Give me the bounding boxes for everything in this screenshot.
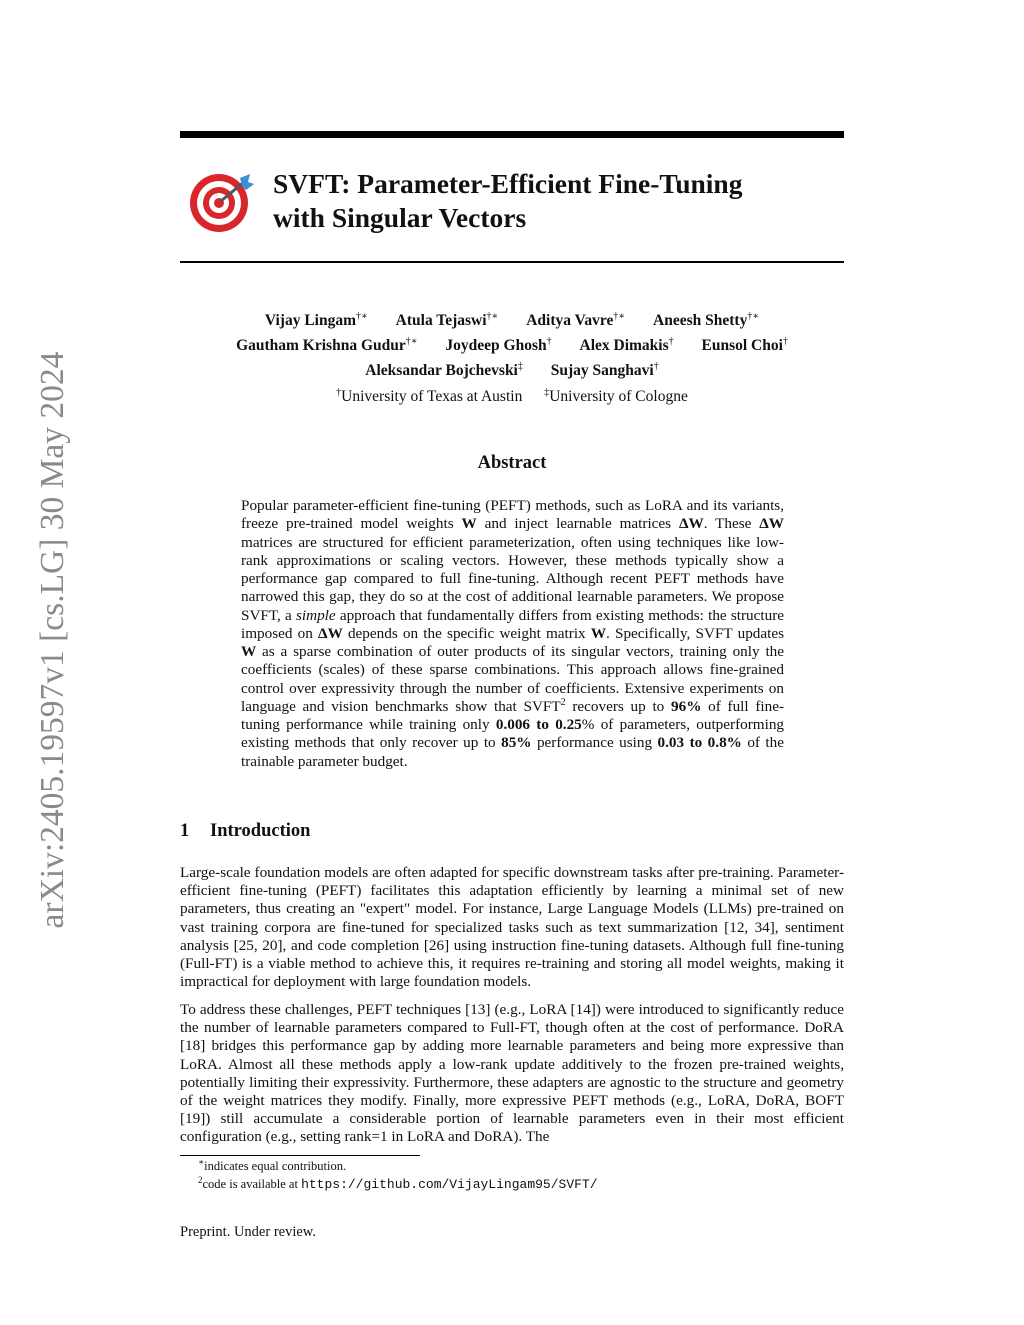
author: Joydeep Ghosh† [445,336,552,354]
title-line-2: with Singular Vectors [273,202,527,233]
title-line-1: SVFT: Parameter-Efficient Fine-Tuning [273,168,743,199]
arxiv-identifier: arXiv:2405.19597v1 [cs.LG] 30 May 2024 [34,351,71,929]
author: Vijay Lingam†∗ [264,311,368,329]
author: Sujay Sanghavi† [550,361,659,379]
affiliations [180,384,844,409]
author: Atula Tejaswi†∗ [395,311,499,329]
author: Gautham Krishna Gudur†∗ [236,336,418,354]
author-line-2 [180,333,844,358]
author: Aneesh Shetty†∗ [653,311,760,329]
footnote-1: ∗indicates equal contribution. [198,1157,347,1173]
affiliation: †University of Texas at Austin [336,387,523,405]
section-heading [180,821,310,842]
author: Aditya Vavre†∗ [526,311,626,329]
author-line-3 [180,358,844,383]
section-title: Introduction [210,821,311,841]
author-line-1 [180,308,844,333]
footnote-rule [180,1155,420,1156]
section-number: 1 [180,821,190,841]
abstract-heading: Abstract [477,453,547,473]
preprint-footer: Preprint. Under review. [180,1224,316,1240]
intro-paragraph-2: To address these challenges, PEFT techniques [13] (e.g., LoRA [14]) were introduced to significantly reduce the number of learnable parameters compared to Full-FT, though often at the cost of performance. DoRA [18] bridges this performance gap by adding more learnable parameters and being more expressive than LoRA. Almost all these methods apply a low-rank update additively to the frozen pre-trained weights, potentially limiting their expressivity. Furthermore, these adapters are agnostic to the structure and geometry of the weight matrices they modify. Finally, more expressive PEFT methods (e.g., LoRA, DoRA, BOFT [19]) still accumulate a considerable portion of learnable parameters even in their most efficient configuration (e.g., setting rank=1 in LoRA and DoRA). The [180,1001,844,1146]
intro-paragraph-1: Large-scale foundation models are often adapted for specific downstream tasks after pre-training. Parameter-efficient fine-tuning (PEFT) facilitates this adaptation efficiently by learning a minimal set of new parameters, thus creating an "expert" model. For instance, Large Language Models (LLMs) pre-trained on vast training corpora are fine-tuned for specialized tasks such as text summarization [12, 34], sentiment analysis [25, 20], and code completion [26] using instruction fine-tuning datasets. Although full fine-tuning (Full-FT) is a viable method to achieve this, it requires re-training and storing all model weights, making it impractical for deployment with large foundation models. [180,864,844,991]
code-link[interactable]: https://github.com/VijayLingam95/SVFT/ [301,1177,598,1192]
author-block [180,308,844,409]
target-dart-icon [188,170,256,234]
title-rule-bottom [180,261,844,263]
paper-title [273,167,833,235]
author: Eunsol Choi† [701,336,788,354]
author: Alex Dimakis† [579,336,674,354]
author: Aleksandar Bojchevski‡ [365,361,523,379]
affiliation: ‡University of Cologne [544,387,688,405]
abstract-body: Popular parameter-efficient fine-tuning (PEFT) methods, such as LoRA and its variants, freeze pre-trained model weights W and inject learnable matrices ΔW. These ΔW matrices are structured for efficient parameterization, often using techniques like low-rank approximations or scaling vectors. However, these methods typically show a performance gap compared to full fine-tuning. Although recent PEFT methods have narrowed this gap, they do so at the cost of additional learnable parameters. We propose SVFT, a simple approach that fundamentally differs from existing methods: the structure imposed on ΔW depends on the specific weight matrix W. Specifically, SVFT updates W as a sparse combination of outer products of its singular vectors, training only the coefficients (scales) of these sparse combinations. This approach allows fine-grained control over expressivity through the number of coefficients. Extensive experiments on language and vision benchmarks show that SVFT$^2$ recovers up to 96% of full fine-tuning performance while training only 0.006 to 0.25% of parameters, outperforming existing methods that only recover up to 85% performance using 0.03 to 0.8% of the trainable parameter budget. [241,497,785,770]
footnote-2: $^2$code is available at https://github.com/VijayLingam95/SVFT/ [198,1175,598,1192]
title-rule-top [180,131,844,138]
